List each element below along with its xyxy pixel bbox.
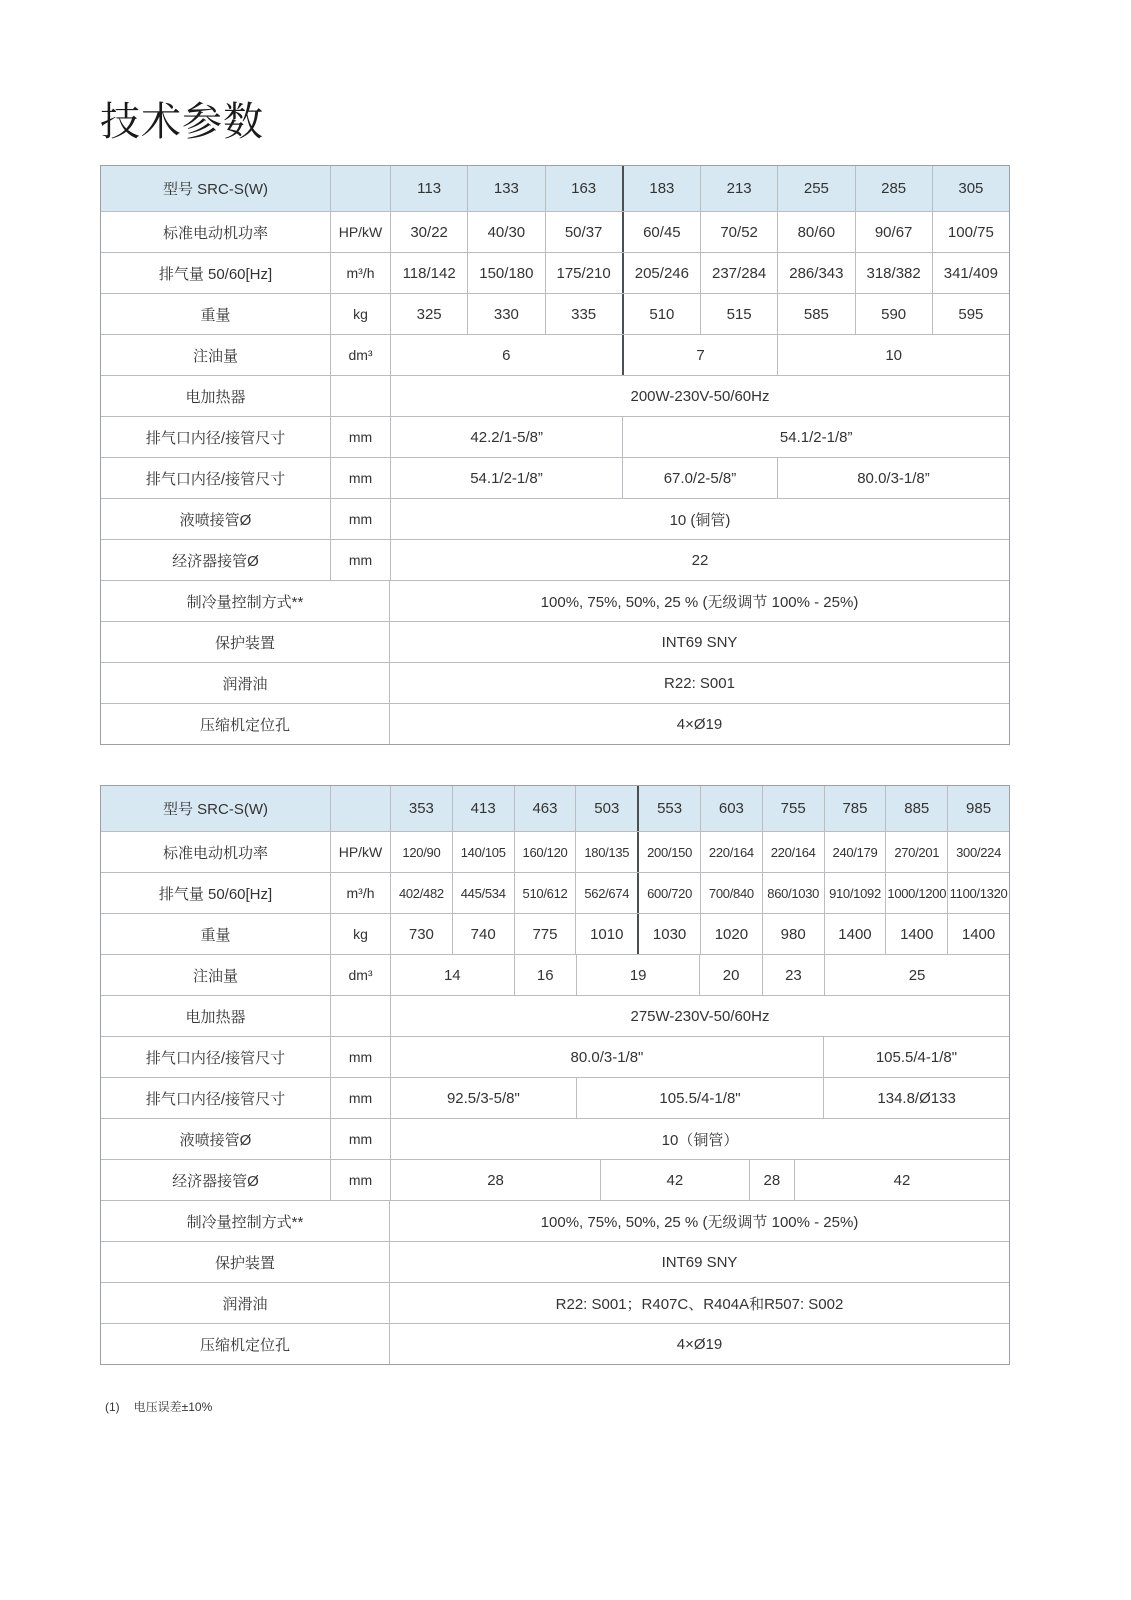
model-column-header: 183 bbox=[622, 166, 700, 211]
row-label: 排气量 50/60[Hz] bbox=[158, 885, 273, 903]
row-values bbox=[390, 873, 1009, 913]
value-cell: 300/224 bbox=[947, 832, 1009, 872]
unit-label: m³/h bbox=[330, 253, 390, 293]
spec-table-large-models bbox=[100, 785, 1010, 1365]
value-cell: 23 bbox=[762, 955, 824, 995]
row-label: 排气口内径/接管尺寸 bbox=[145, 429, 286, 447]
footnote bbox=[105, 1398, 212, 1415]
row-values bbox=[390, 499, 1009, 539]
value-cell: 105.5/4-1/8" bbox=[576, 1078, 823, 1118]
value-cell: 70/52 bbox=[700, 212, 777, 252]
value-cell: 4×Ø19 bbox=[676, 1335, 723, 1353]
row-label: 经济器接管Ø bbox=[172, 1172, 259, 1190]
value-cell: 240/179 bbox=[824, 832, 886, 872]
value-cell: 10（铜管） bbox=[661, 1131, 739, 1149]
value-cell: 92.5/3-5/8" bbox=[446, 1089, 520, 1107]
value-cell: 980 bbox=[762, 914, 824, 954]
value-cell: 275W-230V-50/60Hz bbox=[630, 1007, 770, 1025]
table-row bbox=[101, 995, 1009, 1036]
value-cell: 562/674 bbox=[575, 873, 637, 913]
model-column-header: 285 bbox=[855, 166, 932, 211]
value-cell: 220/164 bbox=[762, 832, 824, 872]
model-column-header: 133 bbox=[467, 166, 544, 211]
value-cell: 150/180 bbox=[467, 253, 544, 293]
value-cell: 402/482 bbox=[398, 885, 444, 901]
table-row bbox=[101, 913, 1009, 954]
model-column-header: 305 bbox=[932, 166, 1009, 211]
value-cell: 205/246 bbox=[622, 253, 700, 293]
unit-label: kg bbox=[330, 294, 390, 334]
value-cell: 28 bbox=[749, 1160, 794, 1200]
value-cell: 1010 bbox=[575, 914, 637, 954]
model-column-header: 413 bbox=[452, 786, 514, 831]
value-cell: 40/30 bbox=[467, 212, 544, 252]
model-column-header: 113 bbox=[417, 180, 442, 197]
table-row bbox=[101, 498, 1009, 539]
row-label: 制冷量控制方式** bbox=[186, 1213, 304, 1231]
model-column-header: 213 bbox=[700, 166, 777, 211]
table-row bbox=[101, 580, 1009, 621]
header-columns bbox=[390, 786, 1009, 831]
footnote-text: 电压误差±10% bbox=[133, 1400, 213, 1414]
value-cell: 200W-230V-50/60Hz bbox=[630, 387, 770, 405]
value-cell: 54.1/2-1/8” bbox=[622, 417, 1009, 457]
value-cell: 4×Ø19 bbox=[676, 715, 723, 733]
row-values bbox=[390, 1037, 1009, 1077]
value-cell: 700/840 bbox=[700, 873, 762, 913]
value-cell: 118/142 bbox=[402, 264, 456, 282]
row-values bbox=[390, 335, 1009, 375]
row-values bbox=[390, 540, 1009, 580]
row-values bbox=[389, 581, 1009, 621]
value-cell: 585 bbox=[777, 294, 854, 334]
table-row bbox=[101, 831, 1009, 872]
table-row bbox=[101, 1200, 1009, 1241]
row-values bbox=[390, 1078, 1009, 1118]
unit-label: mm bbox=[330, 540, 390, 580]
model-column-header: 353 bbox=[408, 800, 434, 817]
table-row bbox=[101, 416, 1009, 457]
value-cell: 1400 bbox=[824, 914, 886, 954]
unit-label: HP/kW bbox=[330, 212, 390, 252]
value-cell: 445/534 bbox=[452, 873, 514, 913]
table-row bbox=[101, 872, 1009, 913]
unit-label bbox=[330, 786, 390, 831]
table-header-row bbox=[101, 786, 1009, 831]
row-values bbox=[390, 996, 1009, 1036]
footnote-number: (1) bbox=[105, 1400, 120, 1414]
unit-label bbox=[330, 996, 390, 1036]
unit-label: mm bbox=[330, 458, 390, 498]
unit-label bbox=[330, 376, 390, 416]
value-cell: 30/22 bbox=[410, 223, 448, 241]
value-cell: 90/67 bbox=[855, 212, 932, 252]
table-row bbox=[101, 252, 1009, 293]
model-column-header: 885 bbox=[885, 786, 947, 831]
unit-label: HP/kW bbox=[330, 832, 390, 872]
value-cell: 237/284 bbox=[700, 253, 777, 293]
value-cell: 100%, 75%, 50%, 25 % (无级调节 100% - 25%) bbox=[540, 593, 859, 611]
model-column-header: 553 bbox=[637, 786, 700, 831]
table-row bbox=[101, 211, 1009, 252]
row-values bbox=[390, 832, 1009, 872]
model-column-header: 163 bbox=[545, 166, 622, 211]
model-column-header: 785 bbox=[824, 786, 886, 831]
value-cell: 20 bbox=[699, 955, 761, 995]
row-values bbox=[390, 253, 1009, 293]
value-cell: 100/75 bbox=[932, 212, 1009, 252]
row-values bbox=[390, 955, 1009, 995]
row-label: 压缩机定位孔 bbox=[199, 1336, 290, 1354]
value-cell: 16 bbox=[514, 955, 576, 995]
value-cell: 14 bbox=[443, 966, 461, 984]
value-cell: 730 bbox=[408, 925, 434, 943]
model-column-header: 985 bbox=[947, 786, 1009, 831]
unit-label: dm³ bbox=[330, 335, 390, 375]
row-values bbox=[389, 704, 1009, 744]
unit-label: m³/h bbox=[330, 873, 390, 913]
table-row bbox=[101, 1077, 1009, 1118]
value-cell: 134.8/Ø133 bbox=[823, 1078, 1009, 1118]
unit-label bbox=[330, 166, 390, 211]
page-title: 技术参数 bbox=[100, 100, 264, 144]
value-cell: 25 bbox=[824, 955, 1009, 995]
value-cell: 80.0/3-1/8” bbox=[777, 458, 1009, 498]
table-row bbox=[101, 954, 1009, 995]
value-cell: 325 bbox=[416, 305, 442, 323]
model-column-header: 503 bbox=[575, 786, 637, 831]
value-cell: 335 bbox=[545, 294, 622, 334]
unit-label: dm³ bbox=[330, 955, 390, 995]
value-cell: 330 bbox=[467, 294, 544, 334]
value-cell: 910/1092 bbox=[824, 873, 886, 913]
table-row bbox=[101, 457, 1009, 498]
value-cell: 100%, 75%, 50%, 25 % (无级调节 100% - 25%) bbox=[540, 1213, 859, 1231]
value-cell: 220/164 bbox=[700, 832, 762, 872]
row-label: 排气口内径/接管尺寸 bbox=[145, 1049, 286, 1067]
row-values bbox=[389, 1201, 1009, 1241]
model-column-header: 755 bbox=[762, 786, 824, 831]
row-label: 电加热器 bbox=[185, 388, 246, 406]
value-cell: 1400 bbox=[885, 914, 947, 954]
value-cell: 42 bbox=[794, 1160, 1009, 1200]
table-row bbox=[101, 1118, 1009, 1159]
table-row bbox=[101, 1159, 1009, 1200]
value-cell: 1000/1200 bbox=[885, 873, 947, 913]
row-label: 重量 bbox=[200, 926, 231, 944]
unit-label: mm bbox=[330, 1119, 390, 1159]
value-cell: INT69 SNY bbox=[661, 633, 738, 651]
row-values bbox=[389, 1283, 1009, 1323]
row-label: 标准电动机功率 bbox=[162, 224, 268, 242]
table-row bbox=[101, 1036, 1009, 1077]
model-label: 型号 SRC-S(W) bbox=[163, 181, 268, 198]
row-label: 压缩机定位孔 bbox=[199, 716, 290, 734]
row-label: 电加热器 bbox=[185, 1008, 246, 1026]
table-row bbox=[101, 1323, 1009, 1364]
table-row bbox=[101, 293, 1009, 334]
value-cell: INT69 SNY bbox=[661, 1253, 738, 1271]
unit-label: mm bbox=[330, 417, 390, 457]
row-label: 保护装置 bbox=[214, 1254, 275, 1272]
row-label: 注油量 bbox=[192, 347, 238, 365]
table-row bbox=[101, 662, 1009, 703]
row-values bbox=[390, 1119, 1009, 1159]
value-cell: 286/343 bbox=[777, 253, 854, 293]
value-cell: 341/409 bbox=[932, 253, 1009, 293]
value-cell: 7 bbox=[622, 335, 778, 375]
value-cell: 50/37 bbox=[545, 212, 622, 252]
row-label: 保护装置 bbox=[214, 634, 275, 652]
value-cell: 10 bbox=[777, 335, 1009, 375]
value-cell: 860/1030 bbox=[762, 873, 824, 913]
row-values bbox=[389, 1242, 1009, 1282]
value-cell: 740 bbox=[452, 914, 514, 954]
value-cell: 1020 bbox=[700, 914, 762, 954]
model-label: 型号 SRC-S(W) bbox=[163, 801, 268, 818]
table-row bbox=[101, 621, 1009, 662]
value-cell: 140/105 bbox=[452, 832, 514, 872]
value-cell: 19 bbox=[576, 955, 700, 995]
value-cell: 1100/1320 bbox=[947, 873, 1009, 913]
value-cell: 105.5/4-1/8" bbox=[823, 1037, 1009, 1077]
value-cell: 180/135 bbox=[575, 832, 637, 872]
value-cell: R22: S001；R407C、R404A和R507: S002 bbox=[555, 1295, 844, 1313]
row-label: 重量 bbox=[200, 306, 231, 324]
unit-label: mm bbox=[330, 1160, 390, 1200]
unit-label: mm bbox=[330, 499, 390, 539]
value-cell: 1400 bbox=[947, 914, 1009, 954]
value-cell: R22: S001 bbox=[664, 674, 735, 692]
row-label: 润滑油 bbox=[222, 1295, 268, 1313]
table-row bbox=[101, 703, 1009, 744]
unit-label: mm bbox=[330, 1078, 390, 1118]
value-cell: 10 (铜管) bbox=[669, 511, 731, 529]
row-values bbox=[390, 376, 1009, 416]
value-cell: 775 bbox=[514, 914, 576, 954]
table-row bbox=[101, 1241, 1009, 1282]
value-cell: 600/720 bbox=[637, 873, 700, 913]
table-row bbox=[101, 1282, 1009, 1323]
value-cell: 175/210 bbox=[545, 253, 622, 293]
table-row bbox=[101, 539, 1009, 580]
table-header-row bbox=[101, 166, 1009, 211]
value-cell: 60/45 bbox=[622, 212, 700, 252]
model-column-header: 603 bbox=[700, 786, 762, 831]
value-cell: 1030 bbox=[637, 914, 700, 954]
row-values bbox=[390, 294, 1009, 334]
spec-table-small-models bbox=[100, 165, 1010, 745]
table-row bbox=[101, 375, 1009, 416]
row-values bbox=[389, 1324, 1009, 1364]
value-cell: 200/150 bbox=[637, 832, 700, 872]
value-cell: 160/120 bbox=[514, 832, 576, 872]
value-cell: 67.0/2-5/8” bbox=[622, 458, 777, 498]
value-cell: 515 bbox=[700, 294, 777, 334]
row-label: 制冷量控制方式** bbox=[186, 593, 304, 611]
value-cell: 22 bbox=[691, 551, 709, 569]
value-cell: 510 bbox=[622, 294, 700, 334]
model-column-header: 255 bbox=[777, 166, 854, 211]
value-cell: 595 bbox=[932, 294, 1009, 334]
value-cell: 590 bbox=[855, 294, 932, 334]
row-label: 标准电动机功率 bbox=[162, 844, 268, 862]
value-cell: 42 bbox=[600, 1160, 749, 1200]
row-label: 液喷接管Ø bbox=[179, 1131, 252, 1149]
header-columns bbox=[390, 166, 1009, 211]
row-label: 润滑油 bbox=[222, 675, 268, 693]
row-values bbox=[390, 417, 1009, 457]
row-values bbox=[389, 622, 1009, 662]
row-label: 注油量 bbox=[192, 967, 238, 985]
row-label: 排气量 50/60[Hz] bbox=[158, 265, 273, 283]
row-label: 排气口内径/接管尺寸 bbox=[145, 470, 286, 488]
value-cell: 42.2/1-5/8” bbox=[470, 428, 543, 446]
row-label: 排气口内径/接管尺寸 bbox=[145, 1090, 286, 1108]
row-values bbox=[389, 663, 1009, 703]
row-values bbox=[390, 1160, 1009, 1200]
value-cell: 6 bbox=[502, 346, 511, 364]
row-label: 经济器接管Ø bbox=[172, 552, 259, 570]
value-cell: 80.0/3-1/8" bbox=[570, 1048, 644, 1066]
row-values bbox=[390, 914, 1009, 954]
value-cell: 318/382 bbox=[855, 253, 932, 293]
unit-label: mm bbox=[330, 1037, 390, 1077]
value-cell: 510/612 bbox=[514, 873, 576, 913]
value-cell: 28 bbox=[487, 1171, 504, 1189]
value-cell: 54.1/2-1/8” bbox=[470, 469, 543, 487]
row-values bbox=[390, 458, 1009, 498]
unit-label: kg bbox=[330, 914, 390, 954]
value-cell: 80/60 bbox=[777, 212, 854, 252]
model-column-header: 463 bbox=[514, 786, 576, 831]
value-cell: 120/90 bbox=[402, 844, 441, 860]
row-values bbox=[390, 212, 1009, 252]
row-label: 液喷接管Ø bbox=[179, 511, 252, 529]
value-cell: 270/201 bbox=[885, 832, 947, 872]
table-row bbox=[101, 334, 1009, 375]
